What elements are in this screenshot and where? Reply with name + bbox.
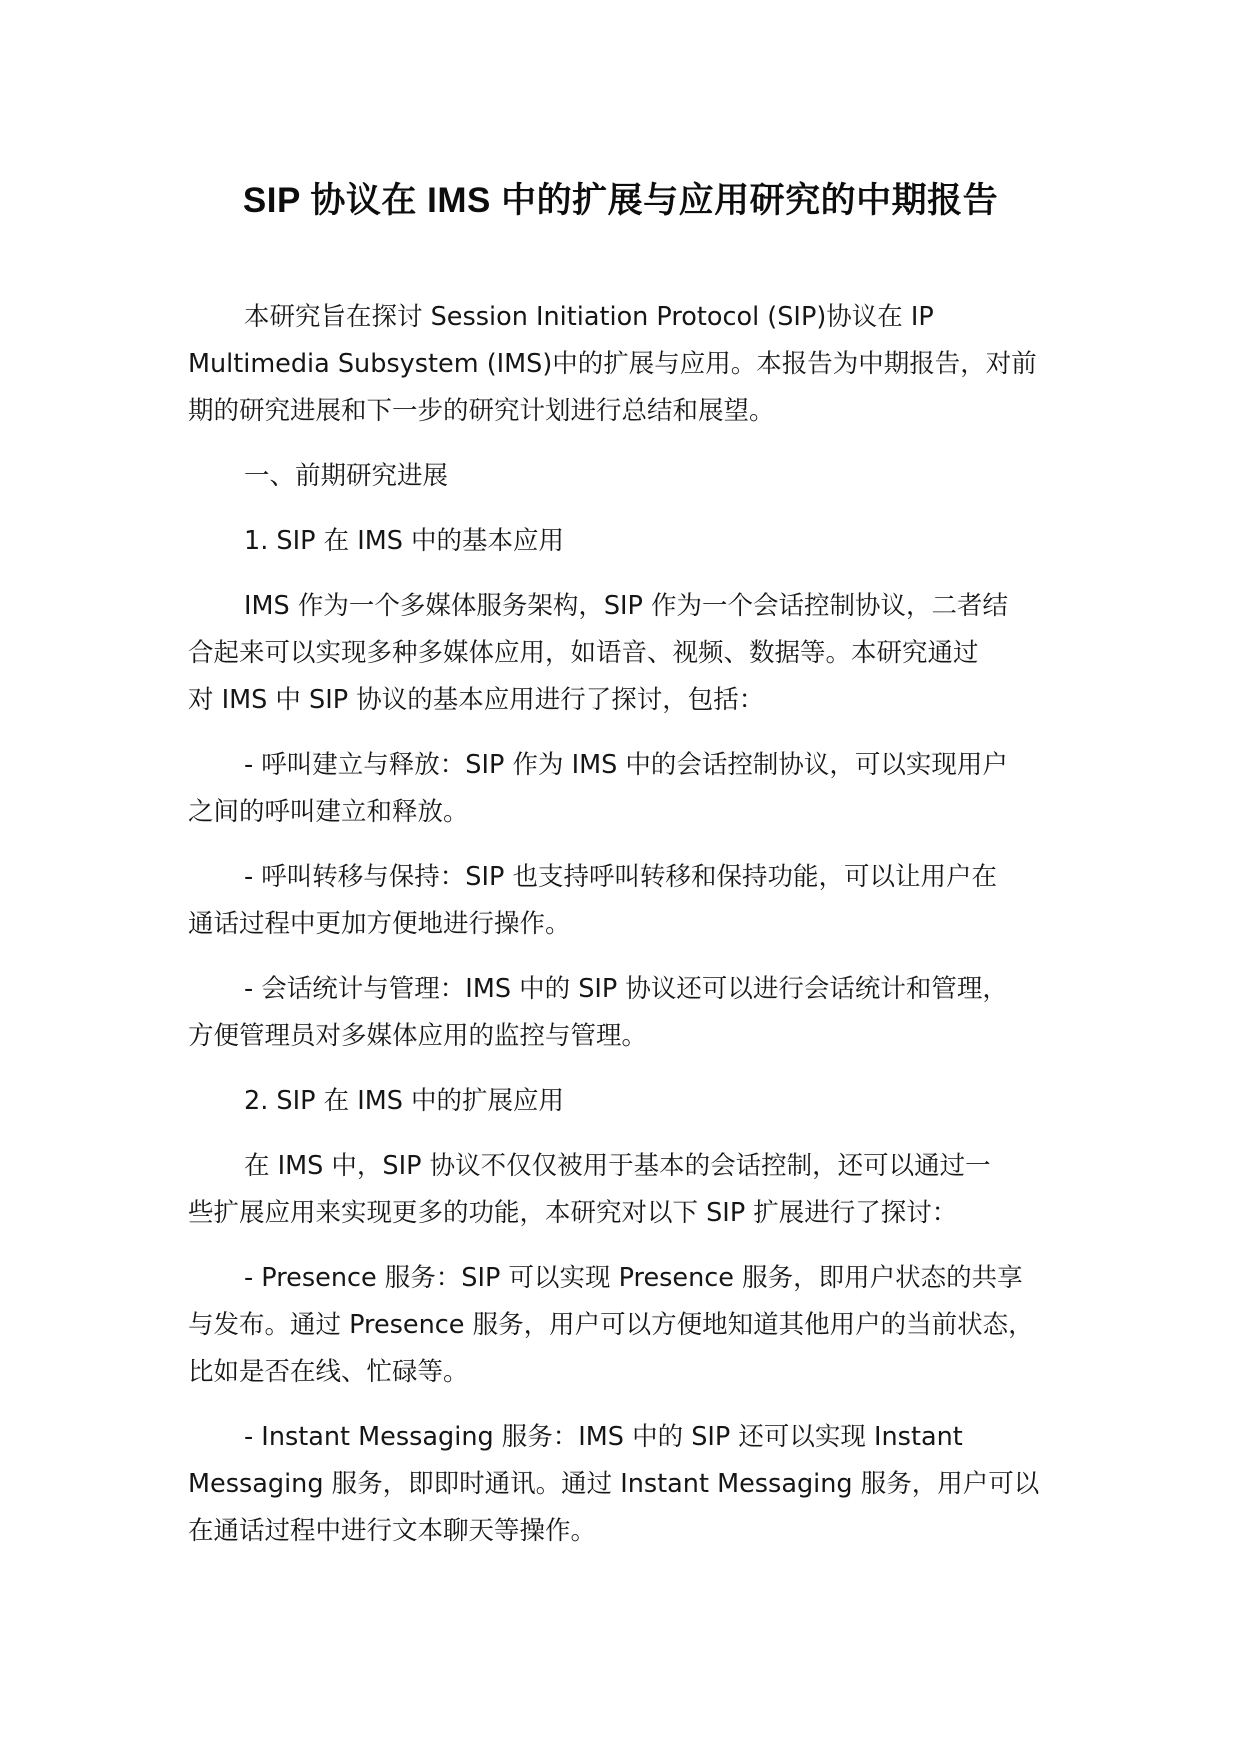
document-body (188, 294, 1088, 1573)
subsection-heading-basic: 1. SIP 在 IMS 中的基本应用 (244, 526, 565, 556)
list-item-call-transfer: - 呼叫转移与保持：SIP 也支持呼叫转移和保持功能，可以让用户在 通话过程中更加方便地进行操作。 (188, 862, 997, 939)
list-item-call-setup: - 呼叫建立与释放：SIP 作为 IMS 中的会话控制协议，可以实现用户 之间的呼叫建立和释放。 (188, 750, 1008, 827)
section-heading-progress: 一、前期研究进展 (244, 461, 449, 491)
document-title: SIP 协议在 IMS 中的扩展与应用研究的中期报告 (242, 181, 999, 220)
list-item-presence: - Presence 服务：SIP 可以实现 Presence 服务，即用户状态的共享 与发布。通过 Presence 服务，用户可以方便地知道其他用户的当前状态， 比如是否在线、忙碌等。 (188, 1263, 1034, 1387)
paragraph-extension-overview: 在 IMS 中，SIP 协议不仅仅被用于基本的会话控制，还可以通过一 些扩展应用来实现更多的功能，本研究对以下 SIP 扩展进行了探讨： (188, 1151, 991, 1228)
subsection-heading-extension: 2. SIP 在 IMS 中的扩展应用 (244, 1086, 565, 1116)
paragraph-basic-overview: IMS 作为一个多媒体服务架构，SIP 作为一个会话控制协议，二者结 合起来可以实现多种多媒体应用，如语音、视频、数据等。本研究通过 对 IMS 中 SIP 协议的基本应用进行了探讨，包括： (188, 591, 1009, 715)
list-item-session-stats: - 会话统计与管理：IMS 中的 SIP 协议还可以进行会话统计和管理， 方便管理员对多媒体应用的监控与管理。 (188, 974, 1008, 1051)
intro-paragraph: 本研究旨在探讨 Session Initiation Protocol (SIP)协议在 IP Multimedia Subsystem (IMS)中的扩展与应用。本报告为中期报告，对前 期的研究进展和下一步的研究计划进行总结和展望。 (188, 302, 1037, 426)
list-item-instant-messaging: - Instant Messaging 服务：IMS 中的 SIP 还可以实现 Instant Messaging 服务，即即时通讯。通过 Instant Messaging 服务，用户可以 在通话过程中进行文本聊天等操作。 (188, 1422, 1040, 1546)
